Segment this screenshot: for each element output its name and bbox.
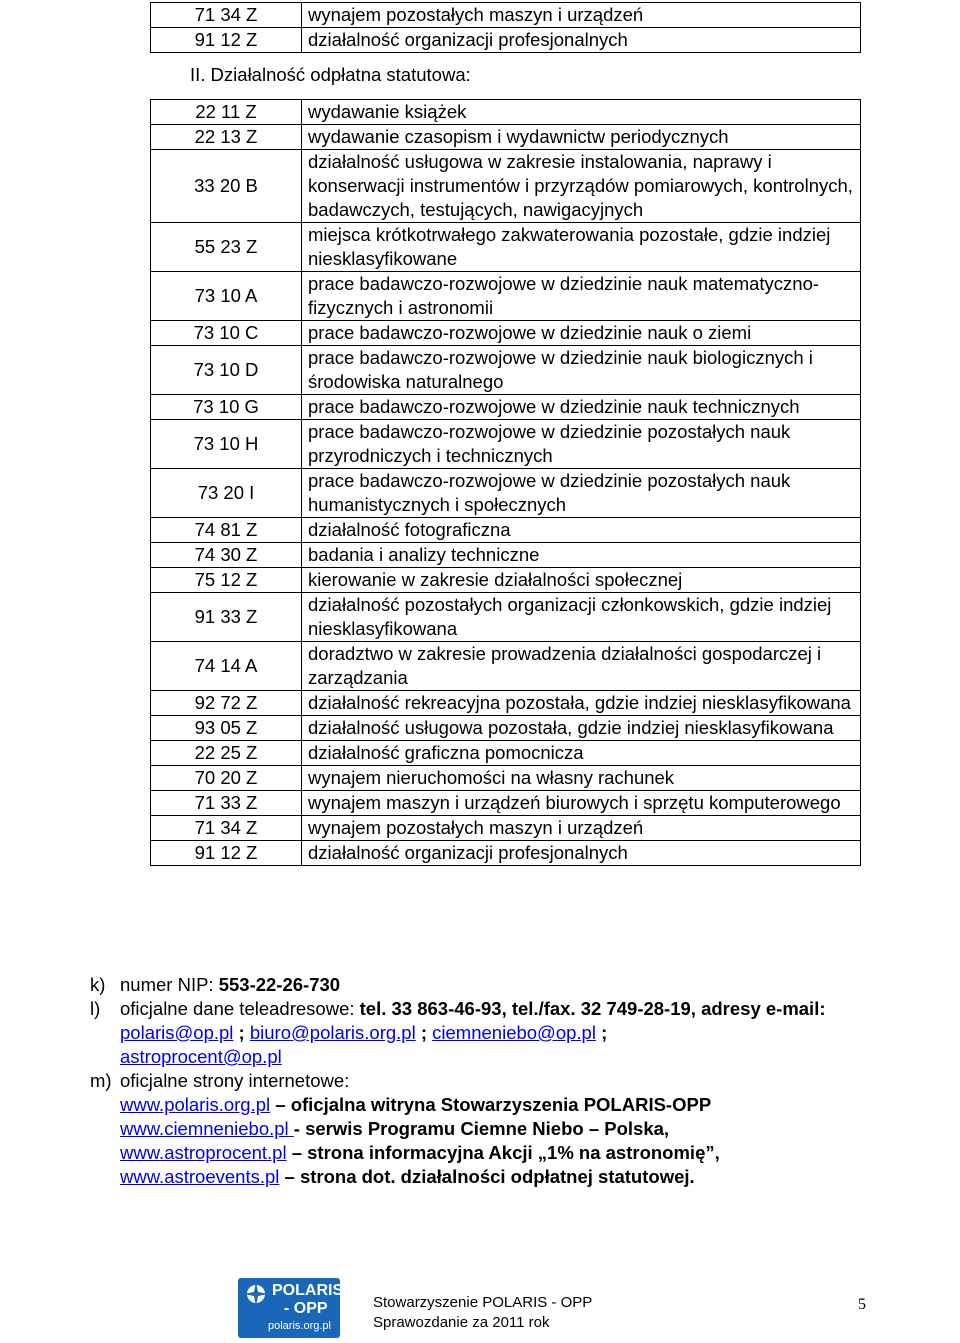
website-description: – strona informacyjna Akcji „1% na astronomię”,	[286, 1142, 720, 1163]
activity-description: doradztwo w zakresie prowadzenia działalności gospodarczej i zarządzania	[302, 642, 861, 691]
table-row	[151, 841, 861, 866]
website-link[interactable]: www.astroevents.pl	[120, 1166, 280, 1187]
table-row	[151, 593, 861, 642]
activity-description: prace badawczo-rozwojowe w dziedzinie nauk technicznych	[302, 395, 861, 420]
section-heading: II. Działalność odpłatna statutowa:	[190, 64, 471, 85]
pkd-code: 71 33 Z	[151, 791, 302, 816]
table-row	[151, 568, 861, 593]
activity-description: działalność fotograficzna	[302, 518, 861, 543]
email-link-biuro[interactable]: biuro@polaris.org.pl	[249, 1022, 416, 1043]
pkd-code: 22 11 Z	[151, 100, 302, 125]
activity-description: prace badawczo-rozwojowe w dziedzinie nauk biologicznych i środowiska naturalnego	[302, 346, 861, 395]
table-row	[151, 420, 861, 469]
website-item	[120, 1141, 920, 1165]
activity-description: prace badawczo-rozwojowe w dziedzinie pozostałych nauk przyrodniczych i technicznych	[302, 420, 861, 469]
pkd-code: 73 10 G	[151, 395, 302, 420]
pkd-code: 73 20 I	[151, 469, 302, 518]
activity-table-top	[150, 2, 861, 53]
table-row	[151, 3, 861, 28]
activity-description: prace badawczo-rozwojowe w dziedzinie nauk matematyczno-fizycznych i astronomii	[302, 272, 861, 321]
activity-description: działalność pozostałych organizacji członkowskich, gdzie indziej niesklasyfikowana	[302, 593, 861, 642]
info-item-contact: l) oficjalne dane teleadresowe: tel. 33 863-46-93, tel./fax. 32 749-28-19, adresy e-mail: polaris@op.pl ; biuro@polaris.org.pl ; ciemneniebo@op.pl ; astroprocent@op.pl	[90, 998, 826, 1067]
pkd-code: 73 10 D	[151, 346, 302, 395]
pkd-code: 74 14 A	[151, 642, 302, 691]
table-row	[151, 543, 861, 568]
footer-text	[373, 1293, 592, 1333]
website-description: - serwis Programu Ciemne Niebo – Polska,	[293, 1118, 670, 1139]
activity-description: działalność rekreacyjna pozostała, gdzie indziej niesklasyfikowana	[302, 691, 861, 716]
pkd-code: 91 33 Z	[151, 593, 302, 642]
report-title: Sprawozdanie za 2011 rok	[373, 1314, 550, 1331]
activity-table-main	[150, 99, 861, 866]
activity-description: działalność organizacji profesjonalnych	[302, 841, 861, 866]
page-number: 5	[858, 1296, 866, 1313]
table-row	[151, 125, 861, 150]
pkd-code: 33 20 B	[151, 150, 302, 223]
activity-description: miejsca krótkotrwałego zakwaterowania pozostałe, gdzie indziej niesklasyfikowane	[302, 223, 861, 272]
website-description: – strona dot. działalności odpłatnej statutowej.	[279, 1166, 695, 1187]
table-row	[151, 791, 861, 816]
pkd-code: 73 10 A	[151, 272, 302, 321]
table-row	[151, 716, 861, 741]
nip-number: 553-22-26-730	[218, 974, 341, 995]
pkd-code: 91 12 Z	[151, 841, 302, 866]
website-link[interactable]: www.astroprocent.pl	[120, 1142, 287, 1163]
activity-description: wynajem nieruchomości na własny rachunek	[302, 766, 861, 791]
activity-description: badania i analizy techniczne	[302, 543, 861, 568]
activity-description: działalność usługowa w zakresie instalowania, naprawy i konserwacji instrumentów i przyrządów pomiarowych, kontrolnych, badawczych, testujących, nawigacyjnych	[302, 150, 861, 223]
table-row	[151, 469, 861, 518]
table-row	[151, 395, 861, 420]
email-link-polaris[interactable]: polaris@op.pl	[120, 1022, 234, 1043]
pkd-code: 71 34 Z	[151, 3, 302, 28]
activity-description: wydawanie książek	[302, 100, 861, 125]
website-item	[120, 1165, 920, 1189]
activity-description: działalność graficzna pomocnicza	[302, 741, 861, 766]
activity-description: wynajem pozostałych maszyn i urządzeń	[302, 3, 861, 28]
table-row	[151, 741, 861, 766]
email-link-ciemneniebo[interactable]: ciemneniebo@op.pl	[432, 1022, 596, 1043]
org-name: Stowarzyszenie POLARIS - OPP	[373, 1294, 593, 1311]
website-link[interactable]: www.ciemneniebo.pl	[120, 1118, 294, 1139]
pkd-code: 74 30 Z	[151, 543, 302, 568]
table-row	[151, 321, 861, 346]
pkd-code: 91 12 Z	[151, 28, 302, 53]
activity-description: prace badawczo-rozwojowe w dziedzinie nauk o ziemi	[302, 321, 861, 346]
phone-fax: tel. 33 863-46-93, tel./fax. 32 749-28-19, adresy e-mail:	[359, 998, 826, 1019]
table-row	[151, 642, 861, 691]
activity-description: wydawanie czasopism i wydawnictw periodycznych	[302, 125, 861, 150]
pkd-code: 75 12 Z	[151, 568, 302, 593]
info-item-nip: k) numer NIP: 553-22-26-730	[90, 974, 341, 995]
table-row	[151, 816, 861, 841]
pkd-code: 93 05 Z	[151, 716, 302, 741]
table-row	[151, 28, 861, 53]
pkd-code: 22 25 Z	[151, 741, 302, 766]
website-link[interactable]: www.polaris.org.pl	[120, 1094, 271, 1115]
activity-description: kierowanie w zakresie działalności społecznej	[302, 568, 861, 593]
pkd-code: 74 81 Z	[151, 518, 302, 543]
table-row	[151, 100, 861, 125]
polaris-logo: POLARIS - OPP polaris.org.pl	[238, 1278, 340, 1338]
table-row	[151, 691, 861, 716]
table-row	[151, 766, 861, 791]
info-item-websites: m) oficjalne strony internetowe: www.polaris.org.pl – oficjalna witryna Stowarzyszenia POLARIS-OPP www.ciemneniebo.pl - serwis Programu Ciemne Niebo – Polska, www.astroprocent.pl – strona informacyjna Akcji „1% na astronomię”, www.astroevents.pl – strona dot. działalności odpłatnej statutowej.	[90, 1069, 920, 1189]
table-row	[151, 346, 861, 395]
table-row	[151, 272, 861, 321]
activity-description: wynajem pozostałych maszyn i urządzeń	[302, 816, 861, 841]
pkd-code: 73 10 H	[151, 420, 302, 469]
pkd-code: 22 13 Z	[151, 125, 302, 150]
website-item	[120, 1093, 920, 1117]
table-row	[151, 223, 861, 272]
website-description: – oficjalna witryna Stowarzyszenia POLARIS-OPP	[270, 1094, 712, 1115]
pkd-code: 73 10 C	[151, 321, 302, 346]
pkd-code: 71 34 Z	[151, 816, 302, 841]
pkd-code: 55 23 Z	[151, 223, 302, 272]
email-link-astroprocent[interactable]: astroprocent@op.pl	[120, 1046, 282, 1067]
table-row	[151, 518, 861, 543]
activity-description: działalność organizacji profesjonalnych	[302, 28, 861, 53]
website-item	[120, 1117, 920, 1141]
pkd-code: 92 72 Z	[151, 691, 302, 716]
activity-description: prace badawczo-rozwojowe w dziedzinie pozostałych nauk humanistycznych i społecznych	[302, 469, 861, 518]
pkd-code: 70 20 Z	[151, 766, 302, 791]
activity-description: działalność usługowa pozostała, gdzie indziej niesklasyfikowana	[302, 716, 861, 741]
info-block	[90, 973, 920, 1189]
activity-description: wynajem maszyn i urządzeń biurowych i sprzętu komputerowego	[302, 791, 861, 816]
table-row	[151, 150, 861, 223]
